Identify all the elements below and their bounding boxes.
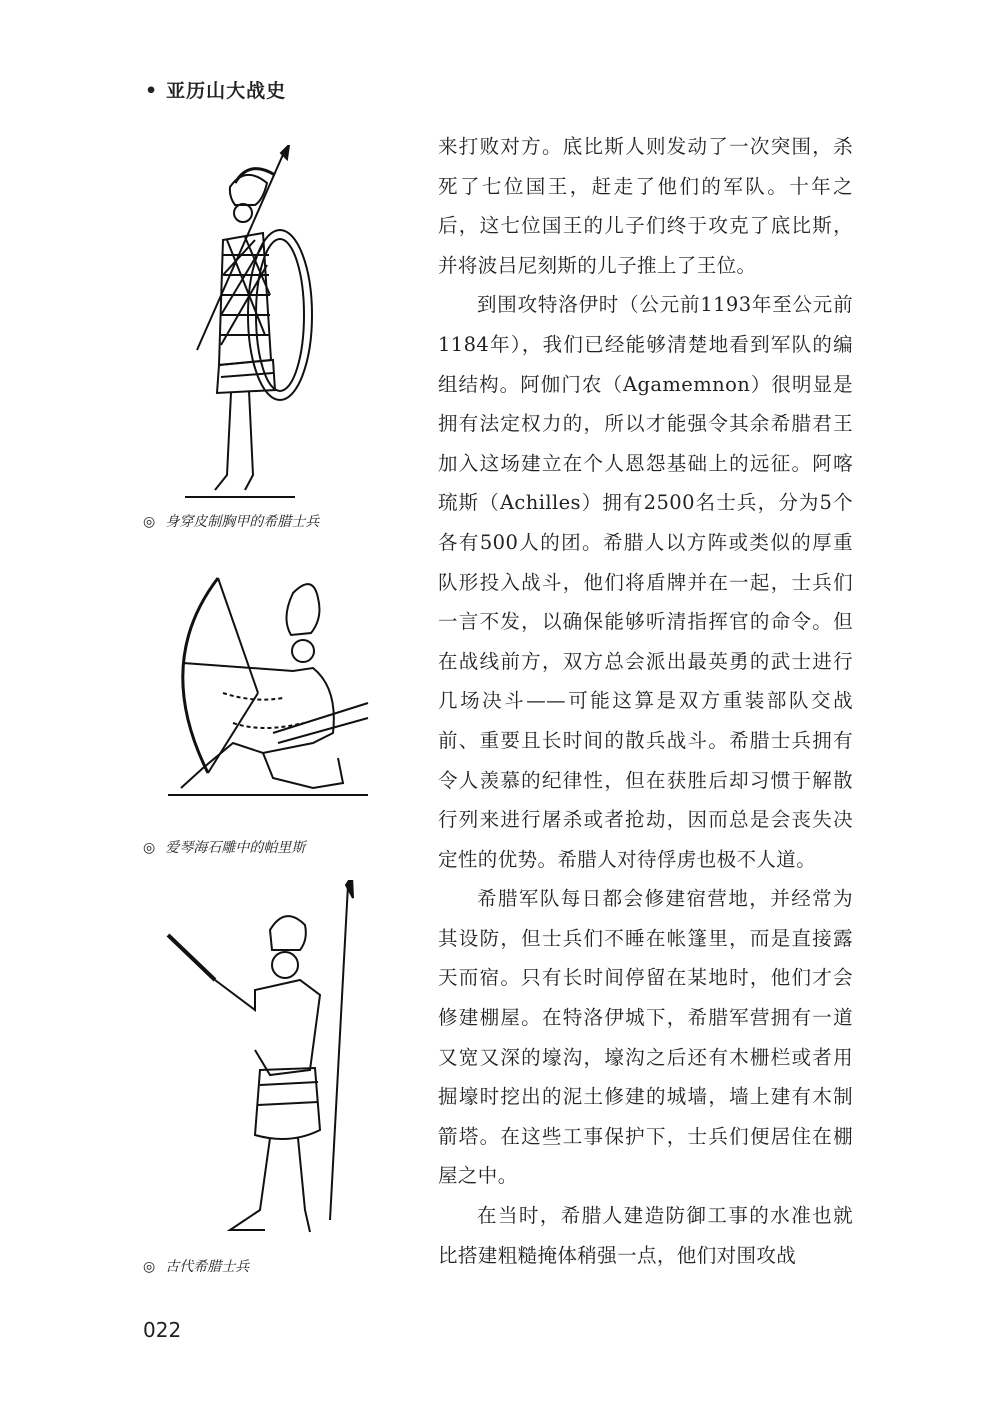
caption-text: 古代希腊士兵 — [165, 1259, 250, 1275]
hoplite-illustration — [185, 145, 315, 500]
header-bullet: • — [145, 80, 159, 102]
figure-archer-paris — [163, 573, 378, 808]
page-number: 022 — [143, 1318, 182, 1342]
figure-caption-1 — [143, 511, 319, 531]
figure-hoplite-leather-armor — [185, 145, 315, 500]
paragraph: 在当时，希腊人建造防御工事的水准也就比搭建粗糙掩体稍强一点，他们对围攻战 — [438, 1204, 853, 1267]
caption-mark: ◎ — [143, 1259, 156, 1275]
figure-caption-2 — [143, 837, 305, 857]
figure-caption-3 — [143, 1256, 249, 1276]
book-title: 亚历山大战史 — [166, 80, 287, 102]
caption-text: 身穿皮制胸甲的希腊士兵 — [165, 514, 320, 530]
paragraph: 来打败对方。底比斯人则发动了一次突围，杀死了七位国王，赶走了他们的军队。十年之后，这七位国王的儿子们终于攻克了底比斯，并将波吕尼刻斯的儿子推上了王位。 — [438, 135, 853, 277]
paragraph: 到围攻特洛伊时（公元前1193年至公元前1184年），我们已经能够清楚地看到军队的编组结构。阿伽门农（Agamemnon）很明显是拥有法定权力的，所以才能强令其余希腊君王加入这场建立在个人恩怨基础上的远征。阿喀琉斯（Achilles）拥有2500名士兵，分为5个各有500人的团。希腊人以方阵或类似的厚重队形投入战斗，他们将盾牌并在一起，士兵们一言不发，以确保能够听清指挥官的命令。但在战线前方，双方总会派出最英勇的武士进行几场决斗——可能这算是双方重装部队交战前、重要且长时间的散兵战斗。希腊士兵拥有令人羡慕的纪律性，但在获胜后却习惯于解散行列来进行屠杀或者抢劫，因而总是会丧失决定性的优势。希腊人对待俘虏也极不人道。 — [438, 293, 853, 871]
running-header — [145, 76, 286, 103]
soldier-illustration — [160, 880, 360, 1240]
archer-illustration — [163, 573, 378, 808]
body-text — [438, 127, 853, 1275]
caption-mark: ◎ — [143, 840, 156, 856]
caption-text: 爱琴海石雕中的帕里斯 — [165, 840, 306, 856]
caption-mark: ◎ — [143, 514, 156, 530]
figure-ancient-greek-soldier — [160, 880, 360, 1240]
paragraph: 希腊军队每日都会修建宿营地，并经常为其设防，但士兵们不睡在帐篷里，而是直接露天而宿。只有长时间停留在某地时，他们才会修建棚屋。在特洛伊城下，希腊军营拥有一道又宽又深的壕沟，壕沟之后还有木栅栏或者用掘壕时挖出的泥土修建的城墙，墙上建有木制箭塔。在这些工事保护下，士兵们便居住在棚屋之中。 — [438, 887, 853, 1188]
